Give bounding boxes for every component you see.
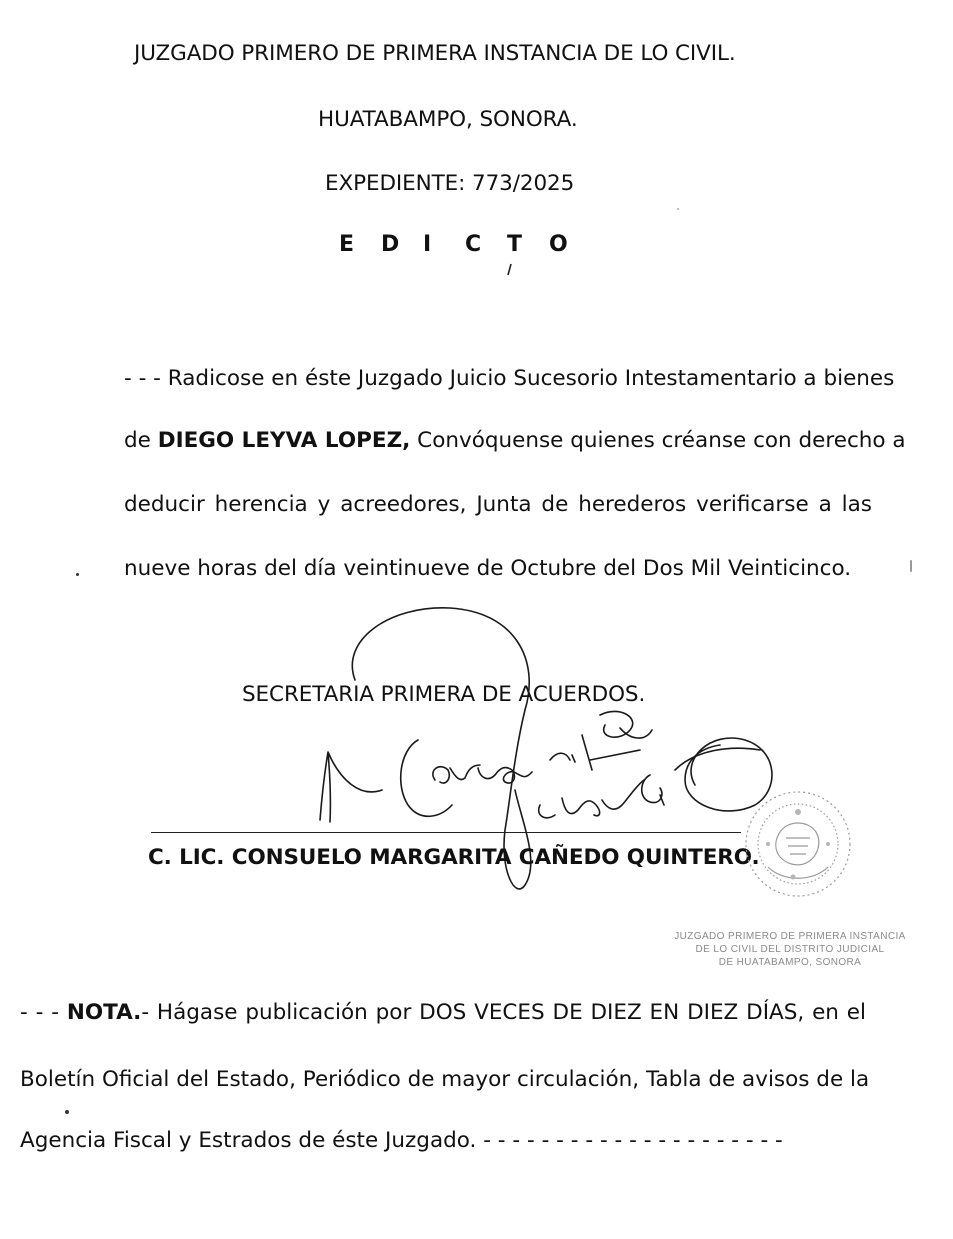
- note-label: NOTA.: [66, 1000, 142, 1025]
- secretary-title: SECRETARIA PRIMERA DE ACUERDOS.: [242, 682, 646, 707]
- case-number: EXPEDIENTE: 773/2025: [325, 171, 575, 196]
- note-line-1: [20, 1000, 866, 1025]
- text: - Hágase publicación por DOS VECES DE DIEZ EN DIEZ DÍAS, en el: [141, 1000, 866, 1025]
- edicto-letter: D: [381, 232, 400, 257]
- city-heading: HUATABAMPO, SONORA.: [318, 107, 578, 132]
- pen-mark-icon: [505, 262, 515, 278]
- court-stamp: [640, 930, 940, 969]
- note-line-3: Agencia Fiscal y Estrados de éste Juzgado. - - - - - - - - - - - - - - - - - - - - -: [20, 1128, 783, 1153]
- scan-speck: [677, 208, 679, 210]
- body-line-2: [124, 428, 906, 453]
- deceased-name: DIEGO LEYVA LOPEZ,: [157, 428, 411, 453]
- scan-speck: [910, 560, 912, 572]
- stamp-line-3: DE HUATABAMPO, SONORA: [718, 957, 862, 968]
- edicto-letter: T: [507, 232, 523, 257]
- scan-speck: [76, 573, 79, 576]
- edicto-letter: I: [423, 232, 432, 257]
- edicto-letter: E: [339, 232, 355, 257]
- edicto-title: [339, 232, 591, 257]
- court-heading: JUZGADO PRIMERO DE PRIMERA INSTANCIA DE LO CIVIL.: [134, 41, 736, 66]
- official-seal-icon: [738, 782, 858, 907]
- stamp-line-2: DE LO CIVIL DEL DISTRITO JUDICIAL: [695, 944, 885, 955]
- stamp-line-1: JUZGADO PRIMERO DE PRIMERA INSTANCIA: [674, 931, 906, 942]
- body-line-1: - - - Radicose en éste Juzgado Juicio Sucesorio Intestamentario a bienes: [124, 366, 895, 391]
- text: - - -: [20, 1000, 67, 1025]
- edicto-letter: O: [549, 232, 568, 257]
- signature-line: [151, 832, 741, 833]
- signatory-name: C. LIC. CONSUELO MARGARITA CAÑEDO QUINTERO.: [148, 845, 760, 870]
- note-line-2: Boletín Oficial del Estado, Periódico de mayor circulación, Tabla de avisos de la: [20, 1067, 870, 1092]
- scan-speck: [65, 1110, 69, 1114]
- text: Convóquense quienes créanse con derecho a: [410, 428, 906, 453]
- text: de: [124, 428, 158, 453]
- edicto-letter: C: [465, 232, 482, 257]
- body-line-4: nueve horas del día veintinueve de Octubre del Dos Mil Veinticinco.: [124, 556, 852, 581]
- body-line-3: deducir herencia y acreedores, Junta de herederos verificarse a las: [124, 492, 872, 517]
